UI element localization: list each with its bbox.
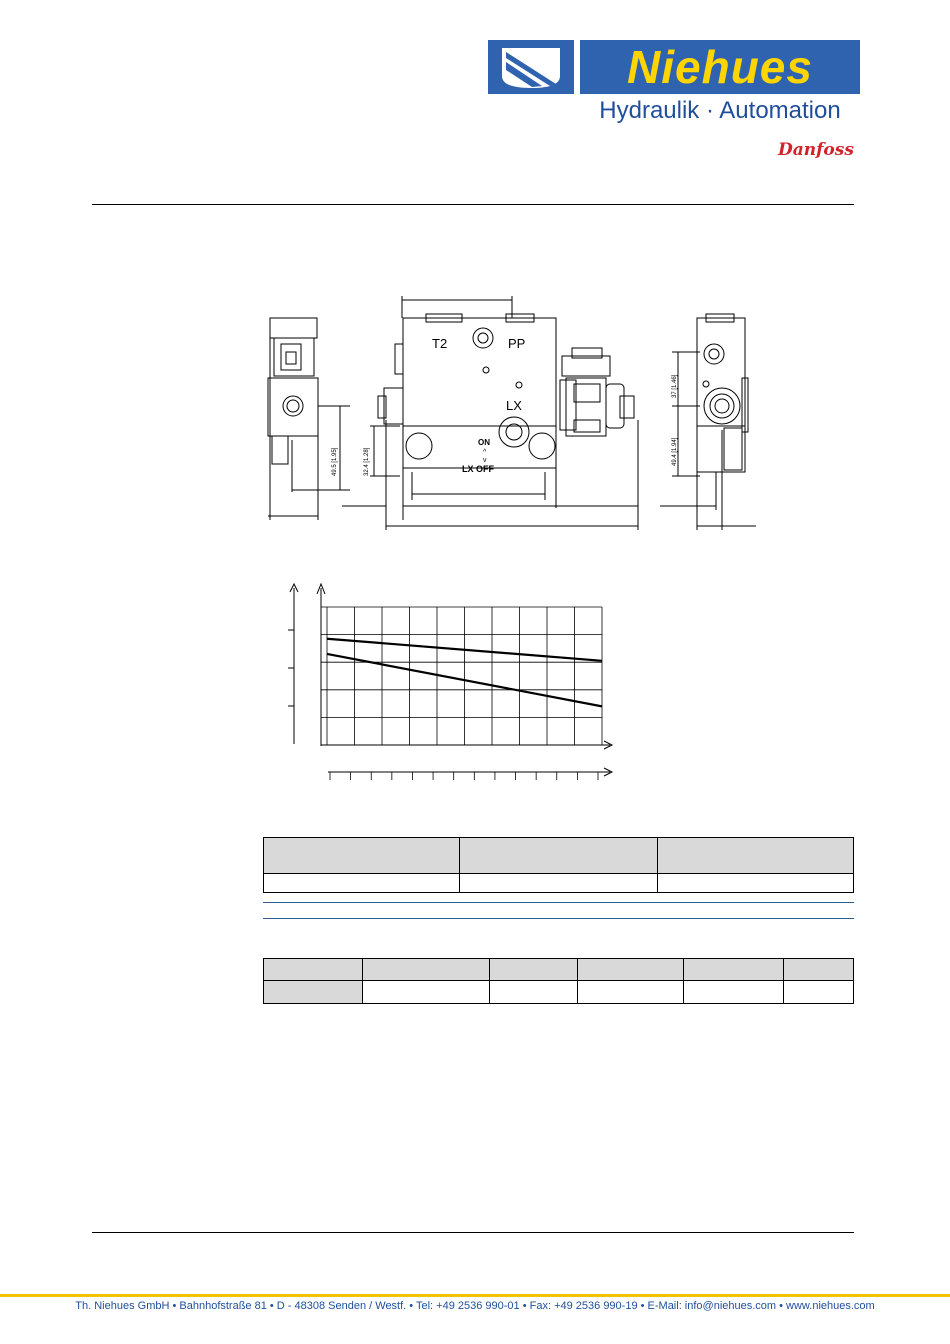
footer-accent-line	[0, 1294, 950, 1297]
front-view	[342, 296, 638, 530]
partner-logo: Danfoss	[778, 140, 854, 160]
table-cell	[684, 981, 784, 1004]
table-cell	[578, 981, 684, 1004]
table-header-cell	[657, 838, 853, 874]
section-rule	[263, 918, 854, 919]
brand-subtitle: Hydraulik · Automation	[599, 97, 841, 124]
header-divider	[92, 204, 854, 205]
table-header-cell	[684, 959, 784, 981]
valve-technical-drawing	[262, 296, 772, 536]
port-label-lx: LX	[506, 398, 522, 413]
dimension-right-lower: 49.4 [1.94]	[672, 437, 678, 466]
table-header-cell	[460, 838, 657, 874]
spec-table-1	[263, 837, 854, 893]
port-label-pp: PP	[508, 336, 526, 351]
end-view	[660, 314, 756, 530]
table-cell	[489, 981, 578, 1004]
table-header-cell	[362, 959, 489, 981]
table-header-cell	[578, 959, 684, 981]
spec-table-2	[263, 958, 854, 1004]
table-header-cell	[489, 959, 578, 981]
footer-contact: Th. Niehues GmbH • Bahnhofstraße 81 • D - 48308 Senden / Westf. • Tel: +49 2536 990-01 • Fax: +49 2536 990-19 • E-Mail: info@niehues.com • www.niehues.com	[75, 1300, 875, 1312]
table-cell	[264, 874, 460, 893]
table-cell	[784, 981, 854, 1004]
switch-label-off: LX OFF	[462, 464, 494, 474]
switch-label-on: ON	[478, 438, 490, 447]
brand-name: Niehues	[580, 40, 860, 94]
port-label-t2: T2	[432, 336, 448, 351]
table-cell	[460, 874, 657, 893]
switch-label-down: v	[483, 457, 487, 464]
performance-chart	[280, 578, 620, 788]
section-rule	[263, 902, 854, 903]
table-cell	[657, 874, 853, 893]
table-header-cell	[264, 838, 460, 874]
table-header-cell	[784, 959, 854, 981]
switch-label-up: ^	[483, 449, 487, 456]
table-cell	[362, 981, 489, 1004]
dimension-side-lower: 49.5 [1.95]	[332, 447, 338, 476]
footer-divider	[92, 1232, 854, 1233]
side-view	[268, 318, 350, 520]
dimension-front-lower: 32.4 [1.28]	[364, 447, 370, 476]
brand-logo-icon	[488, 40, 574, 94]
table-header-cell	[264, 959, 363, 981]
dimension-right-upper: 37 [1.46]	[672, 374, 678, 398]
table-row-header-cell	[264, 981, 363, 1004]
